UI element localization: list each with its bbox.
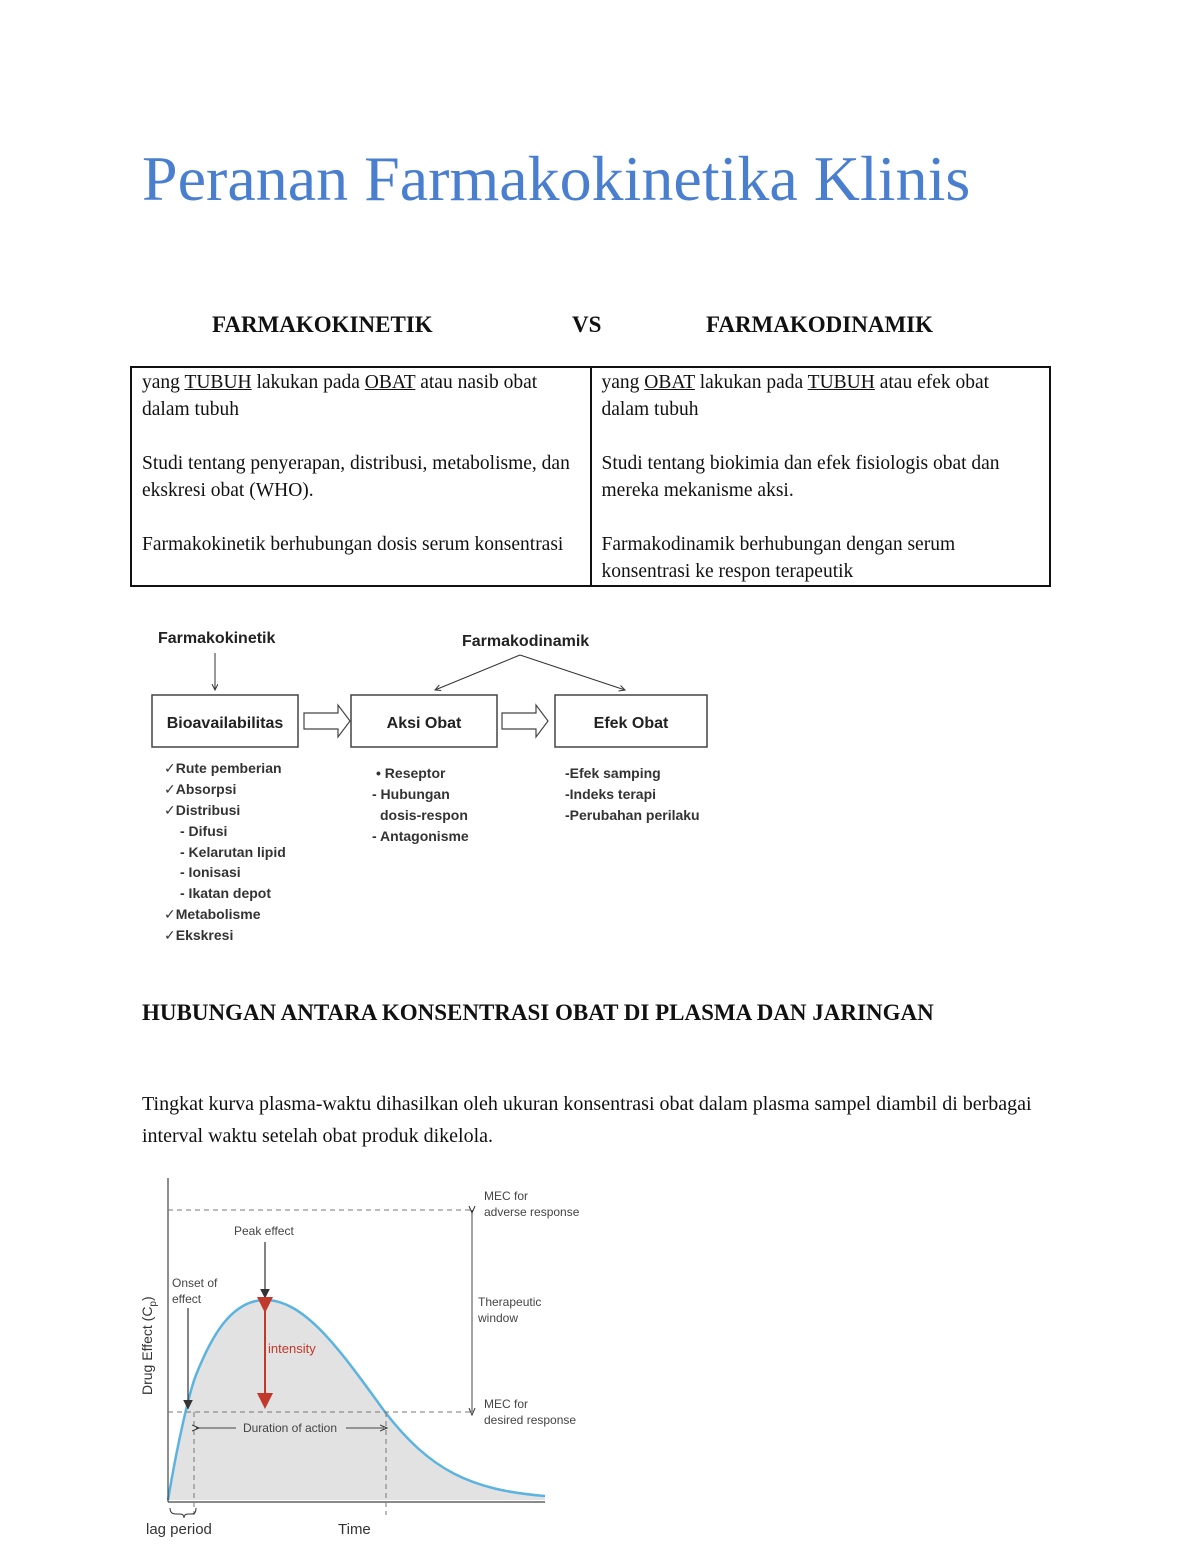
drug-action-label: Aksi Obat	[386, 715, 462, 732]
drug-action-list	[372, 765, 469, 844]
svg-text:- Kelarutan lipid: - Kelarutan lipid	[180, 844, 286, 860]
svg-text:-Efek samping: -Efek samping	[565, 765, 661, 781]
comparison-table	[130, 366, 1051, 587]
mec-adverse-label-1: MEC for	[484, 1189, 529, 1203]
pk-pd-diagram	[140, 615, 720, 955]
pk-relation: Farmakokinetik berhubungan dosis serum konsentrasi	[142, 534, 564, 555]
pd-relation: Farmakodinamik berhubungan dengan serum konsentrasi ke respon terapeutik	[601, 534, 956, 582]
pd-definition: yang OBAT lakukan pada TUBUH atau efek obat dalam tubuh	[601, 372, 990, 420]
svg-text:- Ionisasi: - Ionisasi	[180, 864, 241, 880]
mec-adverse-label-2: adverse response	[484, 1205, 580, 1219]
y-axis-label: Drug Effect $(C_p)$	[139, 1296, 159, 1395]
drug-effect-list	[565, 765, 700, 823]
bioavailability-label: Bioavailabilitas	[166, 715, 284, 732]
svg-text:- Hubungan: - Hubungan	[372, 786, 450, 802]
pk-study: Studi tentang penyerapan, distribusi, metabolisme, dan ekskresi obat (WHO).	[142, 453, 570, 501]
mec-desired-label-1: MEC for	[484, 1397, 529, 1411]
therapeutic-window-label-1: Therapeutic	[478, 1295, 542, 1309]
peak-effect-label: Peak effect	[234, 1224, 294, 1238]
mec-desired-label-2: desired response	[484, 1413, 577, 1427]
time-axis-label: Time	[338, 1521, 371, 1538]
onset-label-2: effect	[172, 1292, 202, 1306]
pd-arrow-left	[435, 655, 520, 690]
svg-text:-Indeks terapi: -Indeks terapi	[565, 786, 657, 802]
section-heading: HUBUNGAN ANTARA KONSENTRASI OBAT DI PLASMA DAN JARINGAN	[142, 1000, 934, 1025]
svg-text:- Ikatan depot: - Ikatan depot	[180, 885, 272, 901]
intensity-label: intensity	[268, 1341, 316, 1356]
svg-text:✓Metabolisme: ✓Metabolisme	[164, 906, 261, 922]
svg-text:-Perubahan perilaku: -Perubahan perilaku	[565, 807, 700, 823]
body-paragraph: Tingkat kurva plasma-waktu dihasilkan oleh ukuran konsentrasi obat dalam plasma sampel diambil di berbagai interval waktu setelah obat produk dikelola.	[142, 1093, 1032, 1147]
svg-text:✓Distribusi: ✓Distribusi	[164, 802, 241, 818]
svg-text:dosis-respon: dosis-respon	[380, 807, 468, 823]
vs-right-heading: FARMAKODINAMIK	[706, 312, 933, 337]
svg-text:✓Absorpsi: ✓Absorpsi	[164, 781, 237, 797]
svg-text:✓Rute pemberian: ✓Rute pemberian	[164, 760, 282, 776]
svg-text:• Reseptor: • Reseptor	[376, 765, 446, 781]
lag-period-brace	[170, 1508, 196, 1518]
svg-text:- Antagonisme: - Antagonisme	[372, 828, 469, 844]
vs-middle-heading: VS	[572, 312, 602, 337]
lag-period-label: lag period	[146, 1521, 212, 1538]
duration-label: Duration of action	[242, 1421, 338, 1435]
pharmacokinetics-cell	[131, 367, 591, 586]
drug-effect-label: Efek Obat	[593, 715, 669, 732]
pk-label: Farmakokinetik	[158, 630, 276, 647]
svg-text:✓Ekskresi: ✓Ekskresi	[164, 927, 234, 943]
pd-arrow-right	[520, 655, 625, 690]
onset-label-1: Onset of	[172, 1276, 218, 1290]
block-arrow-1	[304, 705, 350, 737]
pd-study: Studi tentang biokimia dan efek fisiologis obat dan mereka mekanisme aksi.	[601, 453, 1000, 501]
vs-left-heading: FARMAKOKINETIK	[212, 312, 433, 337]
pk-definition: yang TUBUH lakukan pada OBAT atau nasib obat dalam tubuh	[142, 372, 538, 420]
block-arrow-2	[502, 705, 548, 737]
drug-effect-graph	[130, 1170, 630, 1540]
bioavailability-list	[164, 760, 286, 943]
pd-label: Farmakodinamik	[462, 633, 590, 650]
page-title: Peranan Farmakokinetika Klinis	[142, 143, 971, 214]
svg-text:- Difusi: - Difusi	[180, 823, 228, 839]
therapeutic-window-label-2: window	[478, 1311, 519, 1325]
pharmacodynamics-cell	[591, 367, 1051, 586]
